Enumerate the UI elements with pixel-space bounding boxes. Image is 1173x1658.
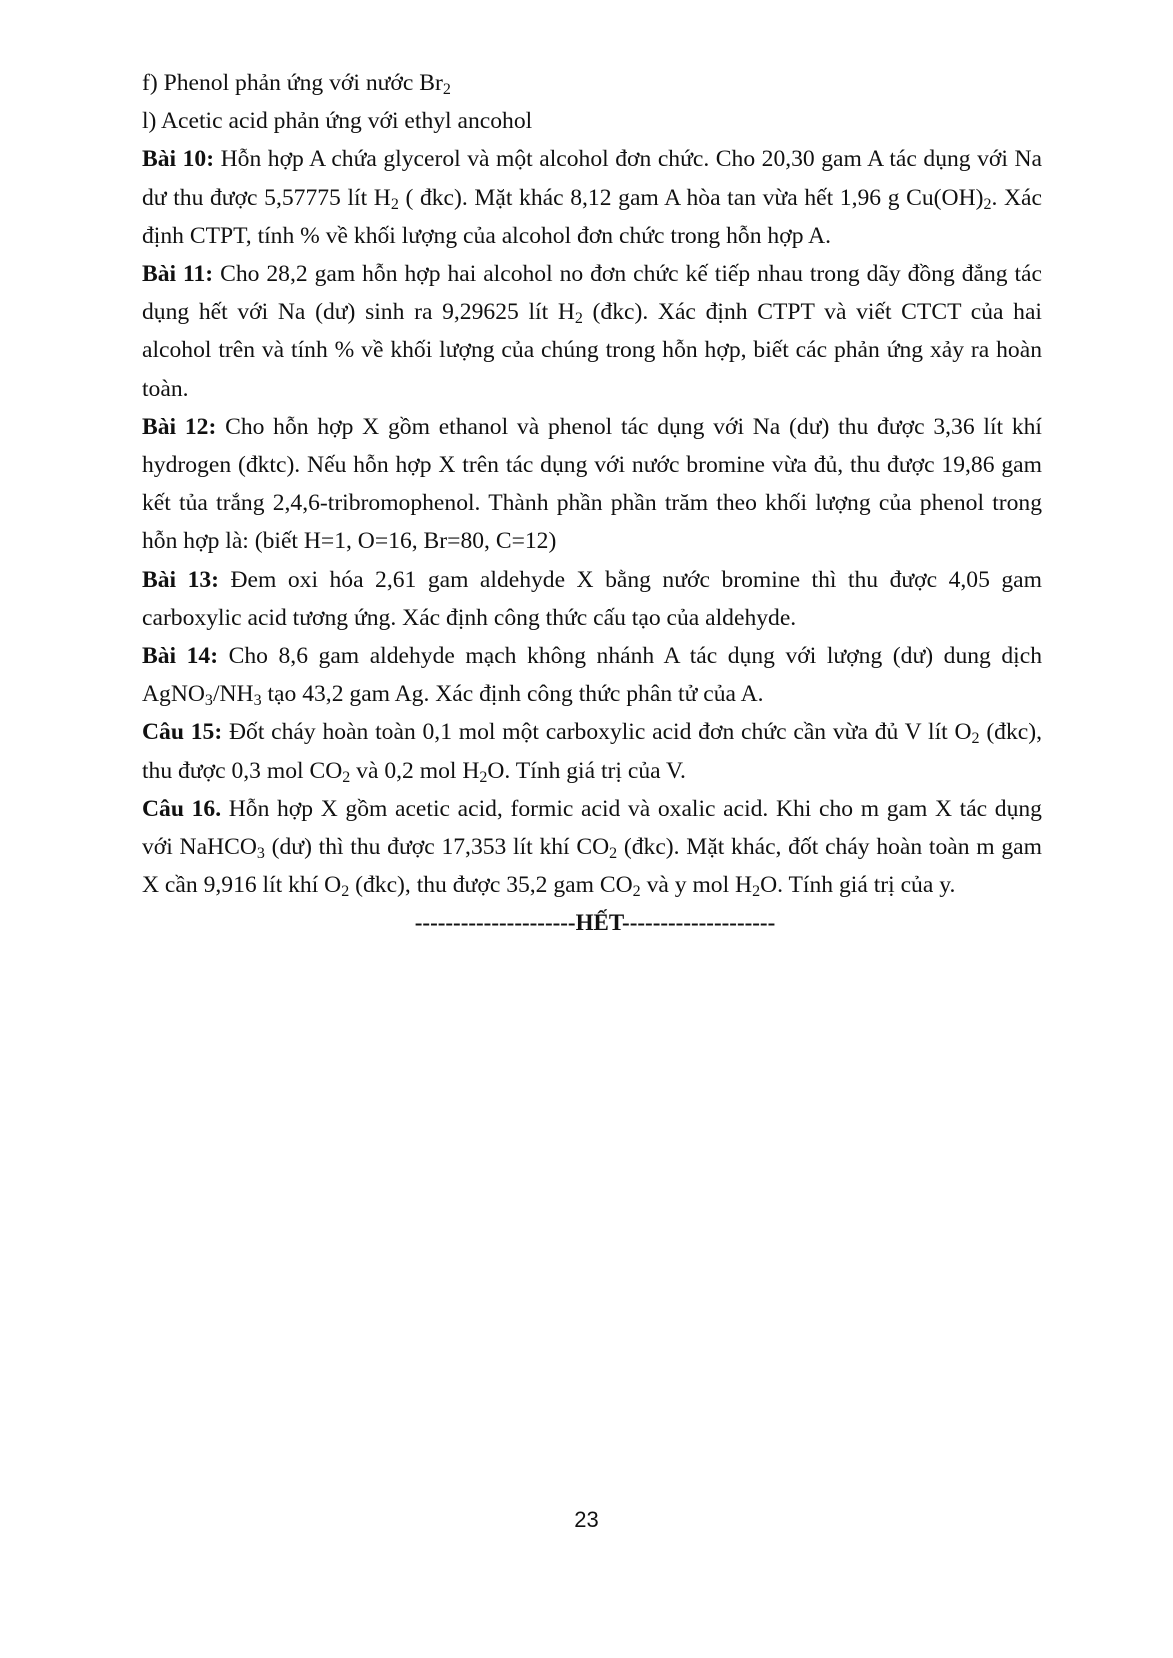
exercise-15-subscript: 2: [342, 768, 351, 786]
exercise-13: [142, 561, 1042, 637]
exercise-14-label: Bài 14:: [142, 643, 219, 670]
item-f-text: f) Phenol phản ứng với nước Br: [142, 70, 443, 96]
exercise-16-subscript: 2: [341, 883, 350, 901]
exercise-14-text: /NH: [212, 681, 254, 708]
item-l-line: [142, 102, 1042, 140]
exercise-15-text: (đkc), thu được 0,3 mol CO: [142, 719, 1043, 784]
exercise-15-text: O. Tính giá trị của V.: [487, 757, 686, 784]
exercise-14-text: Cho 8,6 gam aldehyde mạch không nhánh A tác dụng với lượng (dư) dung dịch AgNO: [142, 643, 1042, 708]
end-marker: ---------------------HẾT--------------------: [414, 910, 776, 936]
exercise-16-subscript: 3: [256, 845, 265, 863]
exercise-16-text: (đkc). Mặt khác, đốt cháy hoàn toàn m gam X cần 9,916 lít khí O: [142, 834, 1042, 899]
item-f-line: [142, 64, 1042, 102]
exercise-14: [142, 637, 1042, 713]
item-f-subscript: 2: [442, 81, 451, 98]
exercise-15-subscript: 2: [479, 768, 488, 786]
exercise-16-text: (đkc), thu được 35,2 gam CO: [349, 872, 633, 899]
exercise-15-label: Câu 15:: [142, 719, 223, 746]
exercise-11-subscript: 2: [574, 310, 583, 328]
exercise-15-text: và 0,2 mol H: [350, 757, 480, 784]
item-l-text: l) Acetic acid phản ứng với ethyl ancohol: [142, 108, 533, 135]
exercise-11-text: Cho 28,2 gam hỗn hợp hai alcohol no đơn chức kế tiếp nhau trong dãy đồng đẳng tác dụng hết với Na (dư) sinh ra 9,29625 lít H: [142, 261, 1042, 326]
page-number: 23: [574, 1507, 599, 1532]
exercise-16: [142, 790, 1042, 905]
exercise-16-text: Hỗn hợp X gồm acetic acid, formic acid và oxalic acid. Khi cho m gam X tác dụng với NaHCO: [142, 795, 1042, 861]
exercise-11: [142, 255, 1042, 408]
exercise-15: [142, 713, 1042, 789]
exercise-10-text: Hỗn hợp A chứa glycerol và một alcohol đơn chức. Cho 20,30 gam A tác dụng với Na dư thu được 5,57775 lít H: [142, 146, 1042, 211]
exercise-12-text: Cho hỗn hợp X gồm ethanol và phenol tác dụng với Na (dư) thu được 3,36 lít khí hydrogen (đktc). Nếu hỗn hợp X trên tác dụng với nước bromine vừa đủ, thu được 19,86 gam kết tủa trắng 2,4,6-tribromophenol. Thành phần phần trăm theo khối lượng của phenol trong hỗn hợp là: (biết H=1, O=16, Br=80, C=12): [142, 413, 1042, 555]
exercise-11-text: (đkc). Xác định CTPT và viết CTCT của hai alcohol trên và tính % về khối lượng của chúng trong hỗn hợp, biết các phản ứng xảy ra hoàn toàn.: [142, 299, 1042, 402]
exercise-16-subscript: 2: [609, 845, 618, 863]
exercise-11-label: Bài 11:: [142, 261, 214, 288]
exercise-16-text: và y mol H: [640, 872, 753, 899]
exercise-16-text: O. Tính giá trị của y.: [760, 872, 956, 899]
exercise-15-subscript: 2: [971, 730, 980, 748]
exercise-10: [142, 140, 1042, 255]
exercise-10-subscript: 2: [983, 195, 992, 213]
exercise-16-subscript: 2: [752, 883, 761, 901]
exercise-10-text: . Xác định CTPT, tính % về khối lượng của alcohol đơn chức trong hỗn hợp A.: [142, 184, 1042, 249]
exercise-10-label: Bài 10:: [142, 146, 215, 173]
exercise-14-subscript: 3: [204, 692, 213, 710]
exercise-14-subscript: 3: [253, 692, 262, 710]
exercise-14-text: tạo 43,2 gam Ag. Xác định công thức phân tử của A.: [261, 681, 764, 708]
page-content: [142, 64, 1042, 943]
exercise-10-text: ( đkc). Mặt khác 8,12 gam A hòa tan vừa hết 1,96 g Cu(OH): [398, 184, 984, 211]
exercise-16-subscript: 2: [632, 883, 641, 901]
exercise-13-text: Đem oxi hóa 2,61 gam aldehyde X bằng nước bromine thì thu được 4,05 gam carboxylic acid tương ứng. Xác định công thức cấu tạo của aldehyde.: [142, 566, 1042, 631]
exercise-12-label: Bài 12:: [142, 413, 217, 440]
exercise-13-label: Bài 13:: [142, 566, 220, 593]
exercise-15-text: Đốt cháy hoàn toàn 0,1 mol một carboxylic acid đơn chức cần vừa đủ V lít O: [222, 719, 972, 746]
exercise-16-text: (dư) thì thu được 17,353 lít khí CO: [264, 834, 610, 861]
exercise-12: [142, 408, 1042, 561]
exercise-10-subscript: 2: [390, 195, 399, 213]
exercise-16-label: Câu 16.: [142, 795, 222, 822]
